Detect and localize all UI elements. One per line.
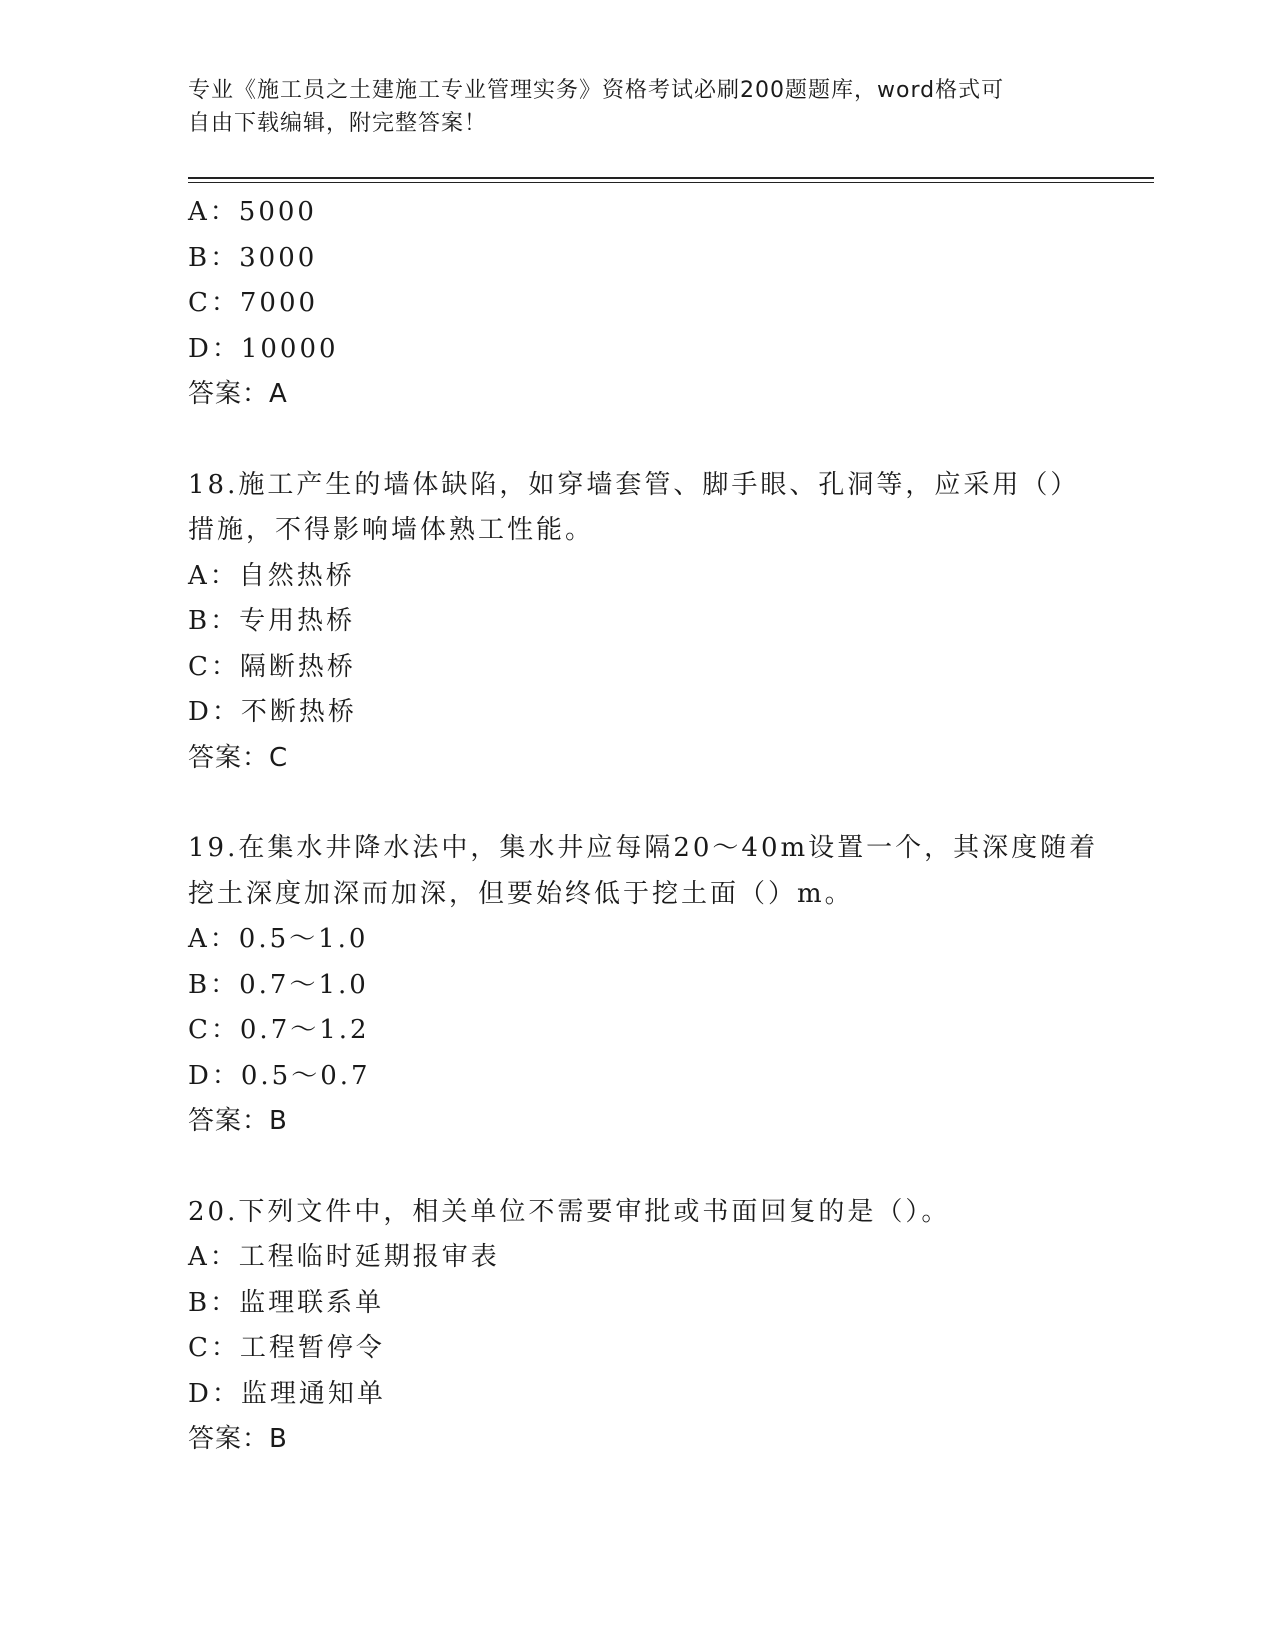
document-header [188,74,1088,140]
answer-line: 答案：B [188,1106,288,1136]
option-b: B：监理联系单 [188,1287,385,1318]
answer-line: 答案：B [188,1424,288,1454]
option-d: D：0.5～0.7 [188,1060,371,1091]
option-a: A：5000 [188,197,317,227]
answer-line: 答案：C [188,742,289,773]
question-19 [188,826,1099,1145]
question-list [188,190,1099,1463]
option-b: B：专用热桥 [188,606,356,636]
header-divider-thin [188,182,1154,183]
option-c: C：隔断热桥 [188,651,356,682]
question-text-line-1: 19.在集水井降水法中，集水井应每隔20～40m设置一个，其深度随着 [188,833,1099,863]
option-d: D：不断热桥 [188,697,357,727]
option-c: C：0.7～1.2 [188,1015,370,1045]
question-text-line-1: 20.下列文件中，相关单位不需要审批或书面回复的是（）。 [188,1196,951,1227]
question-text-line-1: 18.施工产生的墙体缺陷，如穿墙套管、脚手眼、孔洞等，应采用（） [188,469,1080,500]
header-divider-thick [188,177,1154,179]
option-a: A：自然热桥 [188,560,355,591]
header-line-1: 专业《施工员之土建施工专业管理实务》资格考试必刷200题题库，word格式可 [188,78,1005,103]
option-a: A：0.5～1.0 [188,924,369,954]
option-d: D：监理通知单 [188,1378,386,1409]
option-b: B：0.7～1.0 [188,969,369,1000]
question-text-line-2: 措施，不得影响墙体熟工性能。 [188,515,595,545]
option-d: D：10000 [188,333,339,364]
option-b: B：3000 [188,242,318,273]
option-a: A：工程临时延期报审表 [188,1242,500,1272]
answer-line: 答案：A [188,379,288,409]
question-text-line-2: 挖土深度加深而加深，但要始终低于挖土面（）m。 [188,878,854,909]
question-17 [188,190,1088,418]
question-20 [188,1190,1088,1463]
option-c: C：工程暂停令 [188,1333,385,1363]
question-18 [188,463,1088,782]
header-line-2: 自由下载编辑，附完整答案！ [188,111,488,136]
option-c: C：7000 [188,288,319,318]
